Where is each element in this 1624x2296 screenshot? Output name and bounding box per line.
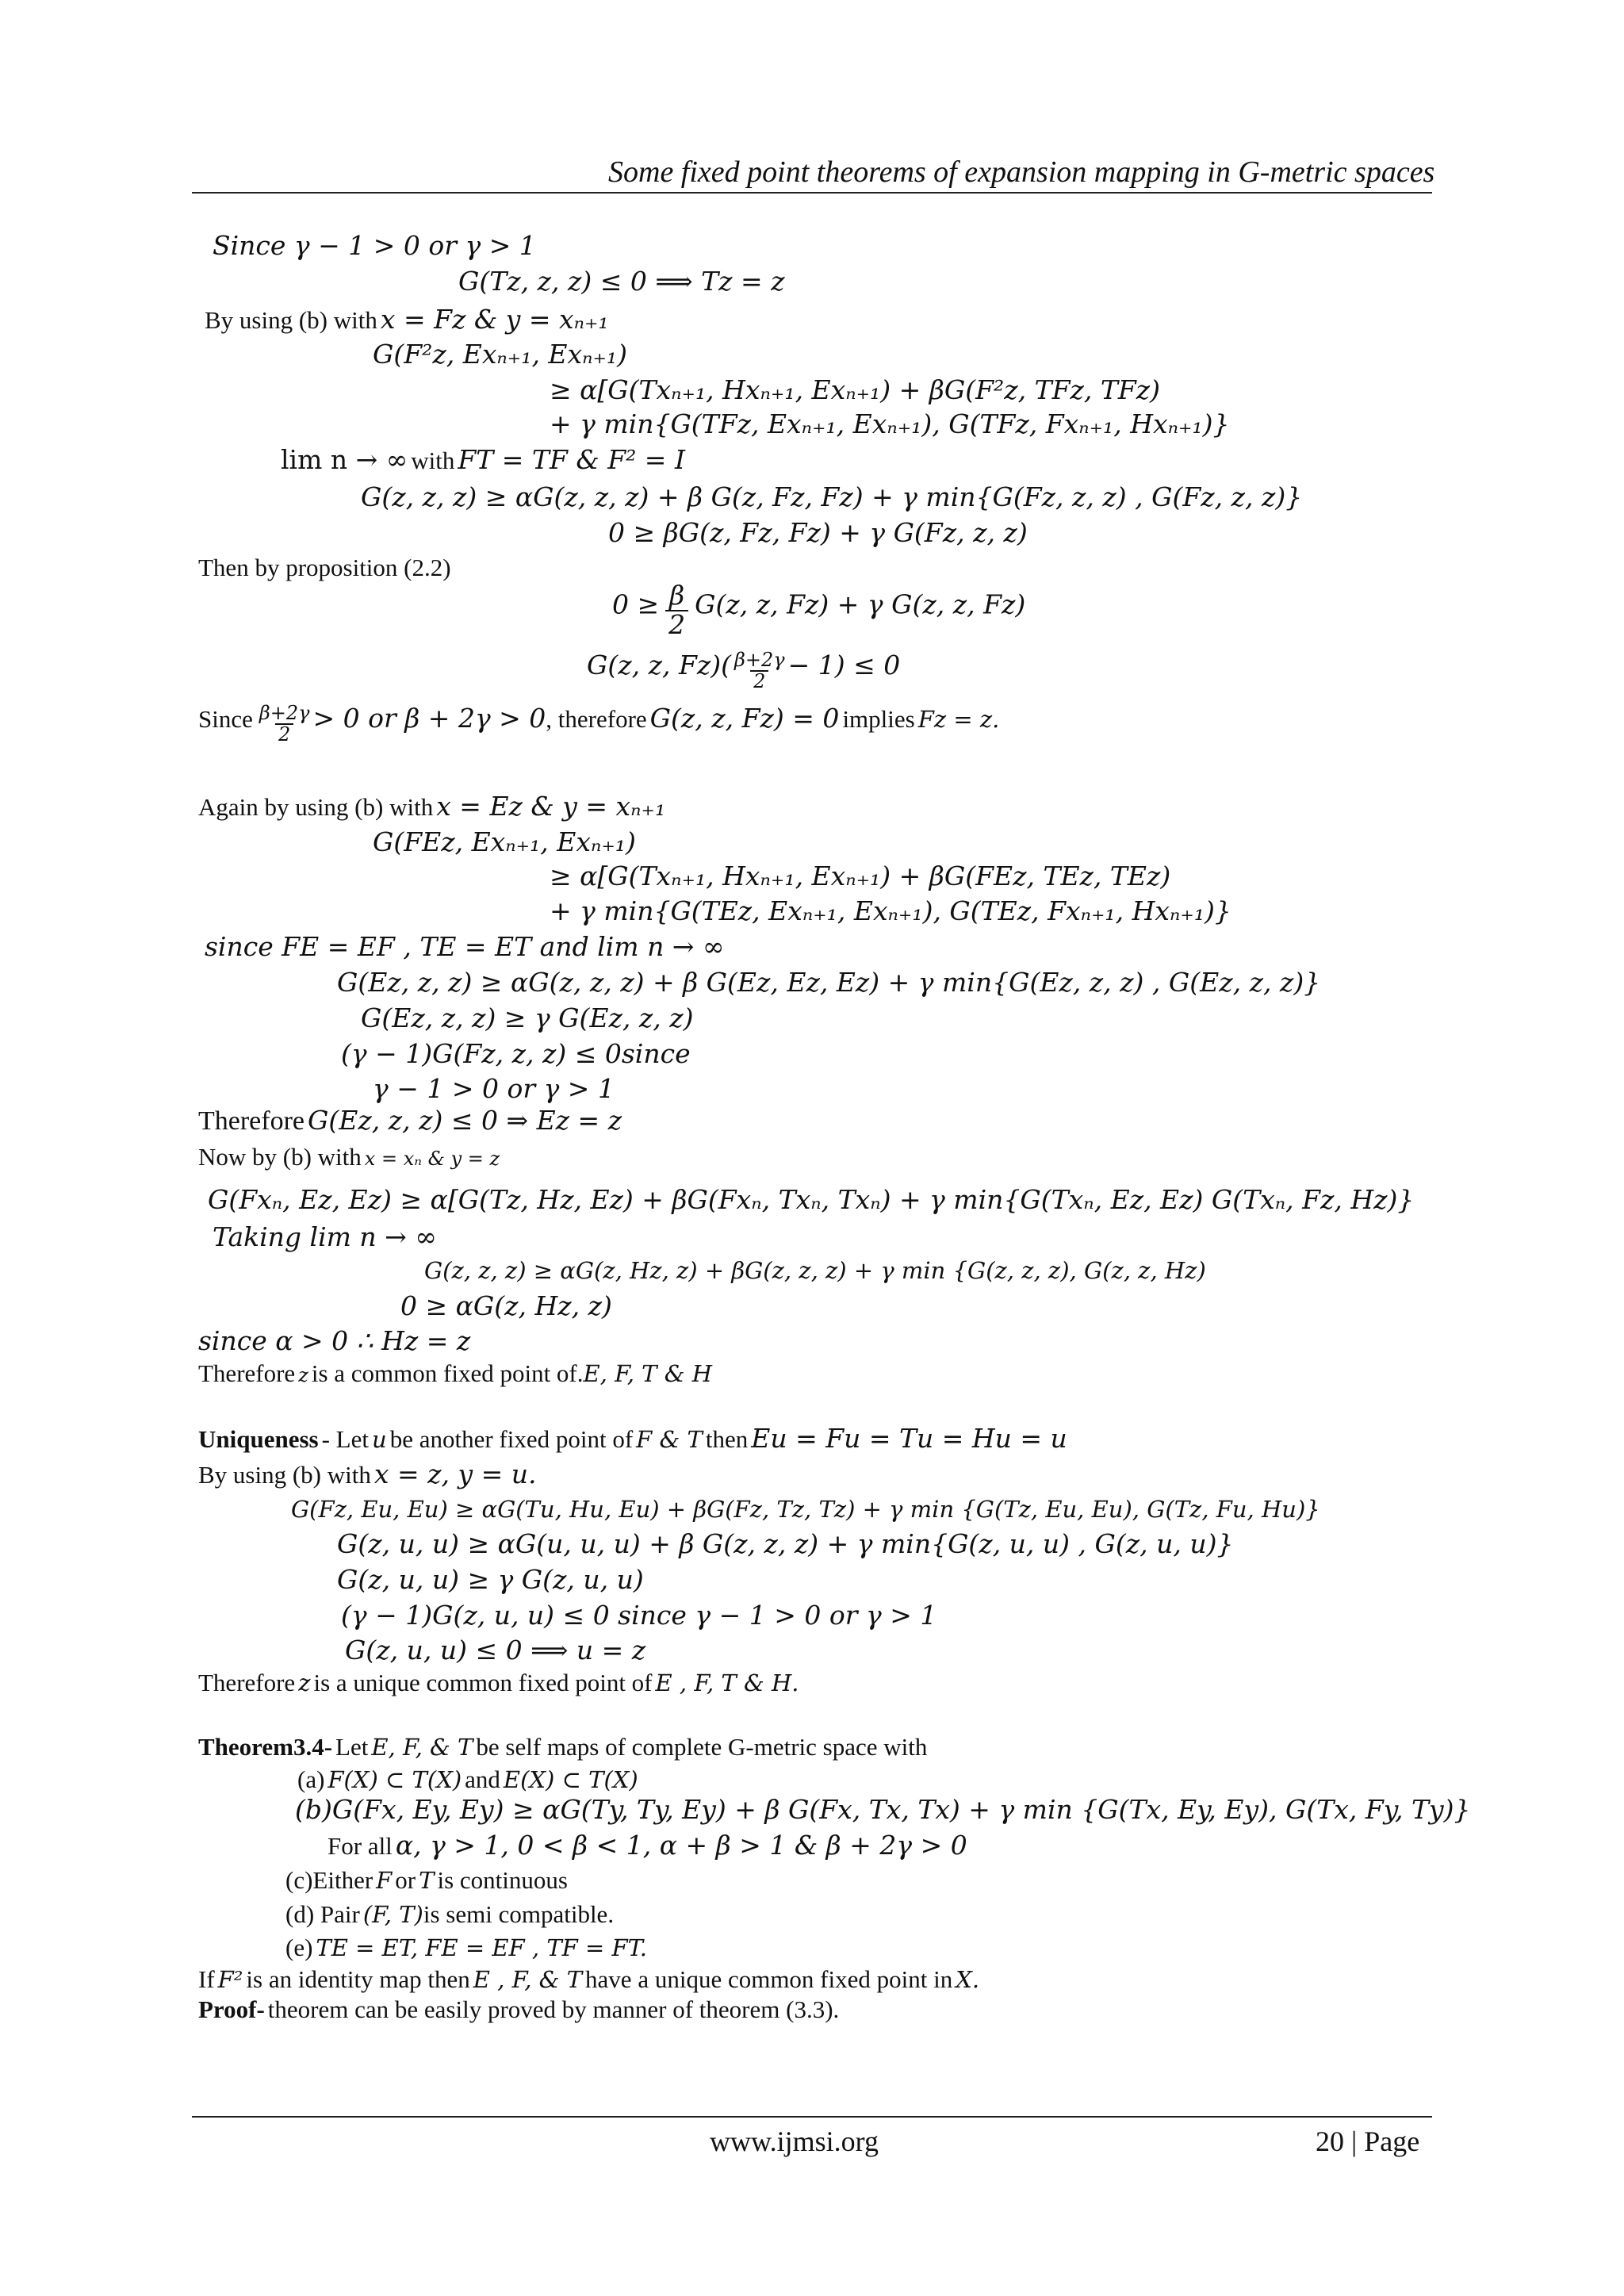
footer-rule — [192, 2116, 1432, 2118]
text-line-30: Therefore z is a common fixed point of.E, F, T & H — [198, 1359, 713, 1387]
text-line-23: Therefore G(Ez, z, z) ≤ 0 ⇒ Ez = z — [198, 1105, 622, 1136]
text-line-46: If F² is an identity map then E , F, & T have a unique common fixed point in X. — [198, 1965, 980, 1993]
text-line-38: Therefore z is a unique common fixed point of E , F, T & H. — [198, 1669, 799, 1696]
math-line-8: G(z, z, z) ≥ αG(z, z, z) + β G(z, Fz, Fz) + γ min{G(Fz, z, z) , G(Fz, z, z)} — [361, 481, 1303, 512]
math-line-15: G(FEz, Exₙ₊₁, Exₙ₊₁) — [373, 826, 636, 857]
math-line-27: G(z, z, z) ≥ αG(z, Hz, z) + βG(z, z, z) + γ min {G(z, z, z), G(z, z, Hz) — [424, 1257, 1206, 1284]
condition-d: (d) Pair (F, T)is semi compatible. — [285, 1900, 615, 1928]
fraction-beta-over-2: $\frac{\beta}{2}$ — [665, 582, 688, 638]
math-line-36: (γ − 1)G(z, u, u) ≤ 0 since γ − 1 > 0 or γ > 1 — [341, 1600, 937, 1631]
running-header: Some fixed point theorems of expansion mapping in G-metric spaces — [608, 155, 1435, 189]
fraction-since: $\frac{\beta+2\gamma}{2}$ — [259, 702, 310, 746]
proof-line: Proof- theorem can be easily proved by manner of theorem (3.3). — [198, 1995, 840, 2023]
text-line-24: Now by (b) with x = xₙ & y = z — [198, 1143, 500, 1171]
uniqueness-line: Uniqueness - Let u be another fixed point of F & T then Eu = Fu = Tu = Hu = u — [198, 1423, 1067, 1454]
math-line-28: 0 ≥ αG(z, Hz, z) — [400, 1290, 612, 1321]
limit-line-7: lim n → ∞ with FT = TF & F² = I — [281, 444, 685, 475]
header-rule — [192, 192, 1432, 194]
math-line-37: G(z, u, u) ≤ 0 ⟹ u = z — [345, 1635, 646, 1665]
math-line-16: ≥ α[G(Txₙ₊₁, Hxₙ₊₁, Exₙ₊₁) + βG(FEz, TEz, TEz) — [550, 861, 1171, 891]
math-line-11: 0 ≥ $\frac{\beta}{2}$ G(z, z, Fz) + γ G(z, z, Fz) — [612, 580, 1026, 640]
text-line-3: By using (b) with x = Fz & y = xₙ₊₁ — [205, 304, 609, 335]
math-line-12: G(z, z, Fz)( $\frac{\beta+2\gamma}{2}$ − 1) ≤ 0 — [587, 649, 901, 693]
math-line-9: 0 ≥ βG(z, Fz, Fz) + γ G(Fz, z, z) — [608, 517, 1028, 548]
text-line-14: Again by using (b) with x = Ez & y = xₙ₊₁ — [198, 791, 666, 822]
condition-b: (b)G(Fx, Ey, Ey) ≥ αG(Ty, Ty, Ey) + β G(Fx, Tx, Tx) + γ min {G(Tx, Ey, Ey), G(Tx, Fy, Ty)} — [295, 1794, 1471, 1825]
math-line-20: G(Ez, z, z) ≥ γ G(Ez, z, z) — [361, 1002, 694, 1033]
text-line-32: By using (b) with x = z, y = u. — [198, 1458, 537, 1489]
math-line-5: ≥ α[G(Txₙ₊₁, Hxₙ₊₁, Exₙ₊₁) + βG(F²z, TFz, TFz) — [550, 374, 1161, 405]
math-line-25: G(Fxₙ, Ez, Ez) ≥ α[G(Tz, Hz, Ez) + βG(Fxₙ, Txₙ, Txₙ) + γ min{G(Txₙ, Ez, Ez) G(Txₙ, Fz, Hz)} — [208, 1184, 1415, 1215]
math-line-22: γ − 1 > 0 or γ > 1 — [373, 1073, 615, 1104]
math-line-35: G(z, u, u) ≥ γ G(z, u, u) — [337, 1564, 644, 1595]
condition-b-constraints: For all α, γ > 1, 0 < β < 1, α + β > 1 & β + 2γ > 0 — [327, 1830, 967, 1861]
math-line-17: + γ min{G(TEz, Exₙ₊₁, Exₙ₊₁), G(TEz, Fxₙ₊₁, Hxₙ₊₁)} — [550, 895, 1231, 926]
condition-c: (c)Either F or T is continuous — [285, 1866, 568, 1894]
text-line-10: Then by proposition (2.2) — [198, 554, 451, 581]
theorem-3-4-line: Theorem3.4- Let E, F, & T be self maps of complete G-metric space with — [198, 1733, 928, 1761]
math-line-1: Since γ − 1 > 0 or γ > 1 — [213, 230, 536, 261]
math-line-29: since α > 0 ∴ Hz = z — [198, 1325, 471, 1356]
math-line-18: since FE = EF , TE = ET and lim n → ∞ — [205, 931, 725, 962]
text-line-13: Since $\frac{\beta+2\gamma}{2}$ > 0 or β + 2γ > 0, therefore G(z, z, Fz) = 0 implies Fz = z. — [198, 702, 1000, 746]
math-line-21: (γ − 1)G(Fz, z, z) ≤ 0since — [341, 1038, 691, 1069]
footer-site: www.ijmsi.org — [710, 2125, 879, 2157]
math-line-34: G(z, u, u) ≥ αG(u, u, u) + β G(z, z, z) + γ min{G(z, u, u) , G(z, u, u)} — [337, 1528, 1234, 1559]
math-line-4: G(F²z, Exₙ₊₁, Exₙ₊₁) — [373, 339, 628, 370]
math-line-19: G(Ez, z, z) ≥ αG(z, z, z) + β G(Ez, Ez, Ez) + γ min{G(Ez, z, z) , G(Ez, z, z)} — [337, 967, 1321, 998]
footer-page-number: 20 | Page — [1316, 2125, 1420, 2157]
condition-a: (a) F(X) ⊂ T(X) and E(X) ⊂ T(X) — [297, 1765, 638, 1793]
math-line-2: G(Tz, z, z) ≤ 0 ⟹ Tz = z — [458, 266, 785, 297]
fraction-beta-2gamma: $\frac{\beta+2\gamma}{2}$ — [734, 649, 785, 693]
math-line-6: + γ min{G(TFz, Exₙ₊₁, Exₙ₊₁), G(TFz, Fxₙ₊₁, Hxₙ₊₁)} — [550, 408, 1230, 439]
math-line-26: Taking lim n → ∞ — [213, 1221, 437, 1252]
math-line-33: G(Fz, Eu, Eu) ≥ αG(Tu, Hu, Eu) + βG(Fz, Tz, Tz) + γ min {G(Tz, Eu, Eu), G(Tz, Fu, Hu)} — [291, 1496, 1320, 1523]
condition-e: (e) TE = ET, FE = EF , TF = FT. — [285, 1934, 647, 1961]
